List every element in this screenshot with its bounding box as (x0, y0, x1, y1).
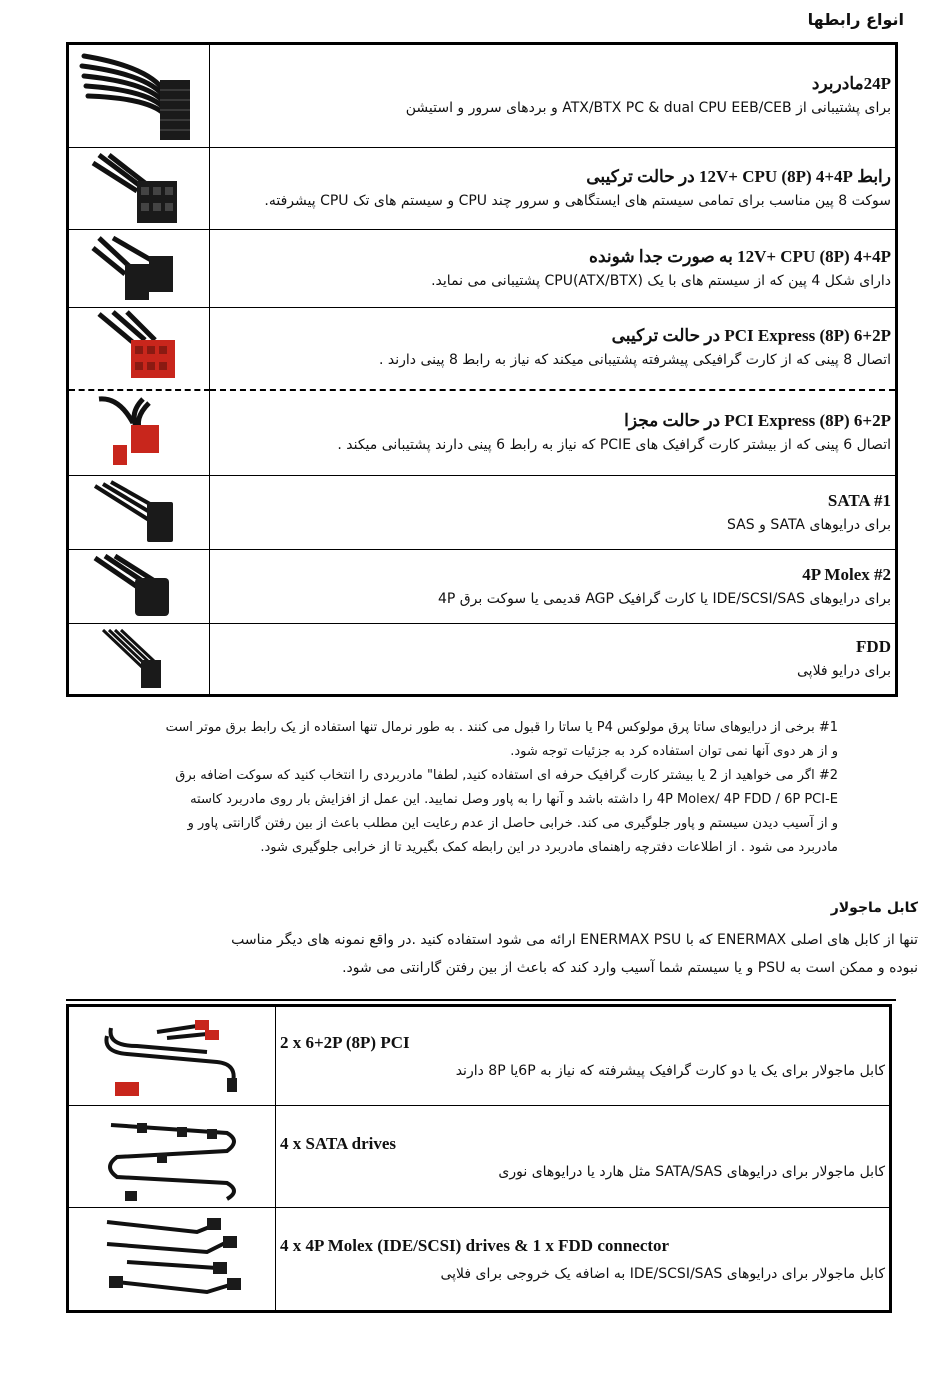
modular-text-line: تنها از کابل های اصلی ENERMAX که با ENERMAX PSU ارائه می شود استفاده کنید .در واقع نمونه های دیگر مناسب (231, 932, 918, 948)
connector-title: 4P Molex #2 (802, 564, 891, 584)
connector-desc: برای درایوهای SATA و SAS (727, 516, 891, 533)
connector-image-cell (68, 230, 210, 308)
connector-desc: اتصال 8 پینی که از کارت گرافیکی پیشرفته پشتیبانی میکند که نیاز به رابط 8 پینی دارند . (378, 352, 891, 369)
divider (66, 999, 896, 1001)
connector-row (68, 44, 897, 148)
connector-title: FDD (856, 637, 891, 656)
page-heading: انواع رابطها (807, 10, 904, 29)
connector-row (68, 390, 897, 476)
connector-image-cell (68, 308, 210, 390)
connector-title: PCI Express (8P) 6+2P در حالت مجزا (624, 410, 891, 430)
connector-image-cell (68, 624, 210, 696)
cpu-4pin-split-icon (89, 234, 189, 304)
24pin-connector-icon (74, 48, 204, 144)
connector-text-cell (210, 44, 897, 148)
cable-image-cell (68, 1006, 276, 1106)
connector-row (68, 624, 897, 696)
connector-row (68, 476, 897, 550)
sata-connector-icon (89, 480, 189, 546)
cable-desc: کابل ماجولار برای یک یا دو کارت گرافیک پیشرفته که نیاز به 6Pیا 8P دارند (455, 1063, 885, 1079)
pci-modular-cable-icon (97, 1012, 247, 1100)
connector-row (68, 550, 897, 624)
footnote-line: #1 برخی از درایوهای ساتا پرق مولوکس P4 یا ساتا را قبول می کنند . به طور نرمال تنها استفاده از یک رابط برق موتر است (165, 720, 838, 735)
cable-desc: کابل ماجولار برای درایوهای IDE/SCSI/SAS به اضافه یک خروجی برای فلاپی (440, 1266, 885, 1282)
connector-desc: برای درایوهای IDE/SCSI/SAS یا کارت گرافیک AGP قدیمی یا سوکت برق 4P (437, 590, 891, 607)
connector-text-cell (210, 308, 897, 390)
cpu-8pin-combined-icon (89, 151, 189, 227)
connector-desc: دارای شکل 4 پین که از سیستم های با یک CPU(ATX/BTX) پشتیبانی می نماید. (431, 272, 891, 289)
pcie-6pin-icon (89, 393, 189, 473)
connector-desc: برای درایو فلاپی (797, 663, 891, 679)
molex-connector-icon (89, 554, 189, 620)
connector-desc: برای پشتیبانی از ATX/BTX PC & dual CPU EEB/CEB و بردهای سرور و استیشن (405, 100, 891, 116)
connector-text-cell (210, 390, 897, 476)
cable-row (68, 1106, 891, 1208)
connectors-table (66, 42, 898, 697)
connector-title: PCI Express (8P) 6+2P در حالت ترکیبی (611, 326, 891, 346)
footnote-line: 4P Molex/ 4P FDD / 6P PCI-E را داشته باشد و آنها را به پاور وصل نمایید. این عمل از افزایش بار روی مادربرد کاسته (190, 792, 838, 807)
connector-text-cell (210, 230, 897, 308)
footnote-line: مادربرد می شود . از اطلاعات دفترچه راهنمای مادربرد در این رابطه کمک بگیرید تا از خرابی جلوگیری شود. (260, 840, 838, 855)
footnotes (58, 716, 838, 860)
connector-image-cell (68, 44, 210, 148)
connector-text-cell (210, 148, 897, 230)
connector-title: SATA #1 (827, 490, 891, 510)
connector-title: 12V+ CPU (8P) 4+4P به صورت جدا شونده (589, 246, 891, 266)
cable-title: 4 x 4P Molex (IDE/SCSI) drives & 1 x FDD connector (280, 1236, 670, 1255)
cable-row (68, 1006, 891, 1106)
connector-image-cell (68, 148, 210, 230)
cable-row (68, 1208, 891, 1312)
connector-row (68, 308, 897, 390)
cable-desc: کابل ماجولار برای درایوهای SATA/SAS مثل هارد یا درایوهای نوری (498, 1163, 885, 1180)
pcie-8pin-icon (89, 310, 189, 386)
connector-image-cell (68, 550, 210, 624)
cable-title: 4 x SATA drives (280, 1133, 397, 1153)
connector-text-cell (210, 624, 897, 696)
molex-modular-cable-icon (97, 1212, 247, 1306)
cable-image-cell (68, 1208, 276, 1312)
modular-paragraph (38, 926, 918, 982)
cable-text-cell (276, 1208, 891, 1312)
modular-cables-table (66, 1004, 892, 1313)
connector-title: رابط 12V+ CPU (8P) 4+4P در حالت ترکیبی (586, 166, 891, 186)
cable-text-cell (276, 1006, 891, 1106)
cable-title: 2 x 6+2P (8P) PCI (280, 1033, 410, 1052)
sata-modular-cable-icon (97, 1111, 247, 1203)
fdd-connector-icon (89, 626, 189, 692)
footnote-line: و از آسیب دیدن سیستم و پاور جلوگیری می کند. خرابی حاصل از عدم رعایت این مطلب باعث از بین رفتن گارانتی پاور و (187, 816, 838, 831)
modular-heading: کابل ماجولار (830, 900, 918, 916)
footnote-line: #2 اگر می خواهید از 2 یا بیشتر کارت گرافیک حرفه ای استفاده کنید, لطفا" مادربردی را انتخاب کنید که سوکت اضافه برق (175, 768, 838, 783)
connector-image-cell (68, 476, 210, 550)
footnote-line: و از هر دوی آنها نمی توان استفاده کرد به جزئیات توجه شود. (510, 744, 838, 759)
connector-row (68, 230, 897, 308)
cable-image-cell (68, 1106, 276, 1208)
connector-desc: سوکت 8 پین مناسب برای تمامی سیستم های ایستگاهی و سرور چند CPU و سیستم های تک CPU پیشرفته. (264, 192, 891, 209)
connector-text-cell (210, 550, 897, 624)
connector-title: 24Pمادربرد (811, 74, 891, 93)
connector-text-cell (210, 476, 897, 550)
connector-image-cell (68, 390, 210, 476)
cable-text-cell (276, 1106, 891, 1208)
modular-text-line: نبوده و ممکن است به PSU و یا سیستم شما آسیب وارد کند که باعث از بین رفتن گارانتی می شود. (342, 960, 918, 976)
connector-desc: اتصال 6 پینی که از بیشتر کارت گرافیک های PCIE که نیاز به رابط 6 پینی دارند پشتیبانی میکند . (337, 436, 891, 453)
connector-row (68, 148, 897, 230)
